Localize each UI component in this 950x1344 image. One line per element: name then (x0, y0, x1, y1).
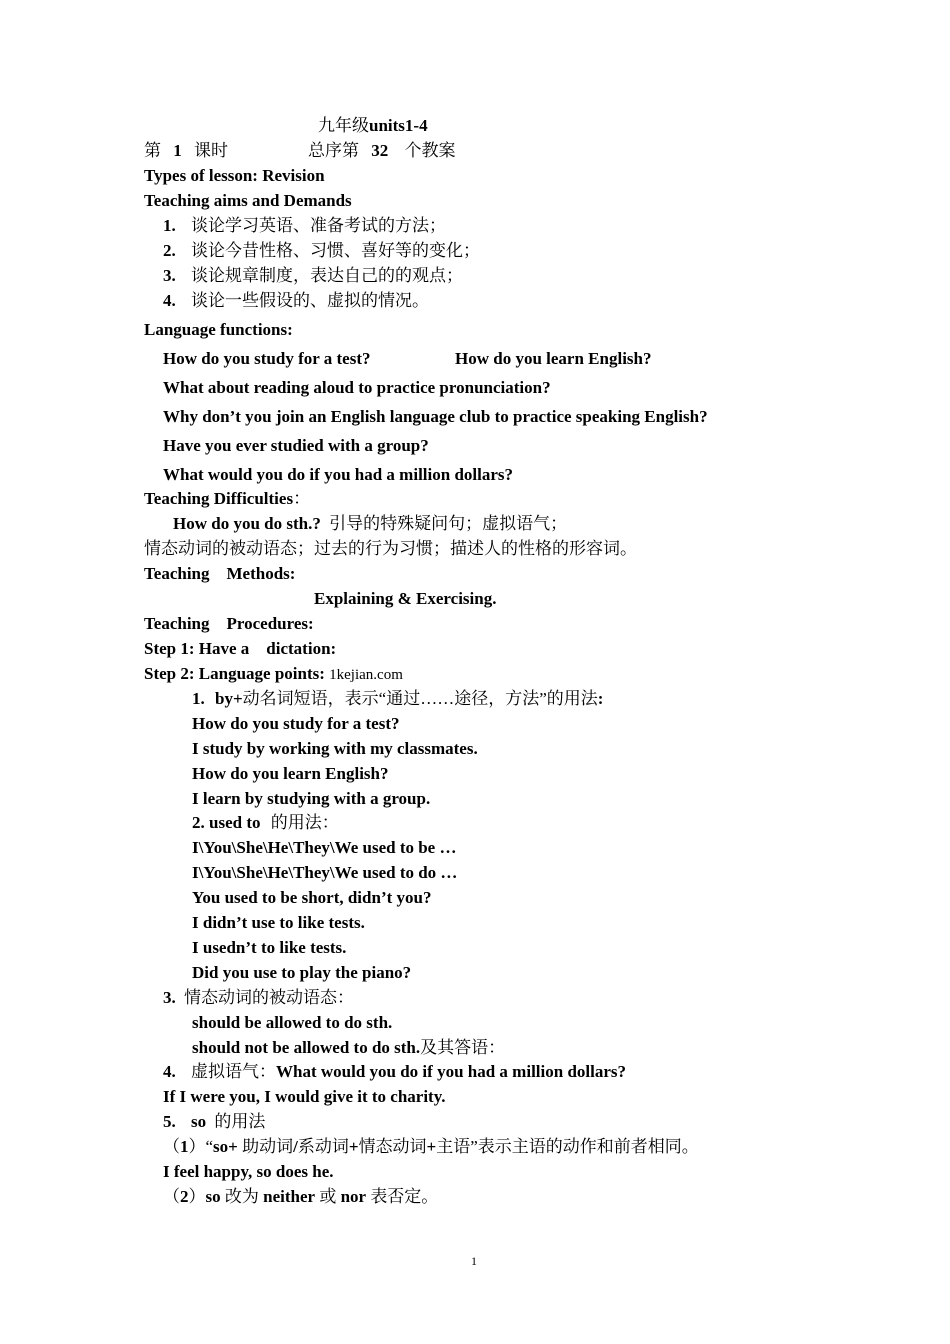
example-line: I learn by studying with a group. (192, 789, 431, 808)
point-4-heading: 4. 虚拟语气：What would you do if you had a million dollars? (163, 1062, 627, 1081)
example-line: should not be allowed to do sth.及其答语： (192, 1038, 506, 1057)
step-1: Step 1: Have a dictation: (144, 639, 337, 658)
aim-item: 1. 谈论学习英语、准备考试的方法； (163, 216, 446, 235)
example-line: I\You\She\He\They\We used to do … (192, 863, 458, 882)
step-2: Step 2: Language points: 1kejian.com (144, 664, 403, 683)
difficulties-heading: Teaching Difficulties： (144, 489, 311, 508)
function-question: Why don’t you join an English language club to practice speaking English? (163, 407, 708, 426)
aim-item: 4. 谈论一些假设的、虚拟的情况。 (163, 291, 429, 310)
aims-heading: Teaching aims and Demands (144, 191, 352, 210)
point-5-rule-1: （1）“so+ 助动词/系动词+情态动词+主语”表示主语的动作和前者相同。 (163, 1137, 699, 1156)
function-question: What would you do if you had a million dollars? (163, 465, 514, 484)
methods-content: Explaining & Exercising. (314, 589, 497, 608)
function-question: What about reading aloud to practice pronunciation? (163, 378, 551, 397)
example-line: I didn’t use to like tests. (192, 913, 365, 932)
example-line: How do you study for a test? (192, 714, 400, 733)
example-line: I feel happy, so does he. (163, 1162, 334, 1181)
aim-item: 2. 谈论今昔性格、习惯、喜好等的变化； (163, 241, 480, 260)
example-line: You used to be short, didn’t you? (192, 888, 432, 907)
functions-heading: Language functions: (144, 320, 293, 339)
point-5-heading: 5. so 的用法 (163, 1112, 266, 1131)
procedures-heading: Teaching Procedures: (144, 614, 314, 633)
point-3-heading: 3. 情态动词的被动语态： (163, 988, 354, 1007)
aim-item: 3. 谈论规章制度，表达自己的的观点； (163, 266, 463, 285)
point-2-heading: 2. used to 的用法： (192, 813, 339, 832)
example-line: I study by working with my classmates. (192, 739, 478, 758)
doc-title: 九年级units1-4 (318, 116, 428, 135)
lesson-number-line: 第 1 课时 (144, 141, 228, 160)
function-question: How do you study for a test? (163, 349, 371, 368)
methods-heading: Teaching Methods: (144, 564, 296, 583)
example-line: should be allowed to do sth. (192, 1013, 393, 1032)
watermark-text: 1kejian.com (329, 667, 403, 683)
function-question: How do you learn English? (455, 349, 652, 368)
example-line: Did you use to play the piano? (192, 963, 412, 982)
point-1-heading: 1. by+动名词短语，表示“通过……途径，方法”的用法: (192, 689, 604, 708)
example-line: I usedn’t to like tests. (192, 938, 347, 957)
total-number-line: 总序第 32 个教案 (308, 141, 456, 160)
point-5-rule-2: （2）so 改为 neither 或 nor 表否定。 (163, 1187, 439, 1206)
example-line: If I were you, I would give it to charity. (163, 1087, 446, 1106)
function-question: Have you ever studied with a group? (163, 436, 429, 455)
example-line: I\You\She\He\They\We used to be … (192, 838, 457, 857)
page-number: 1 (471, 1254, 477, 1268)
difficulties-line-2: 情态动词的被动语态；过去的行为习惯；描述人的性格的形容词。 (144, 539, 637, 558)
difficulties-line-1: How do you do sth.? 引导的特殊疑问句；虚拟语气； (173, 514, 568, 533)
example-line: How do you learn English? (192, 764, 389, 783)
types-of-lesson: Types of lesson: Revision (144, 166, 325, 185)
